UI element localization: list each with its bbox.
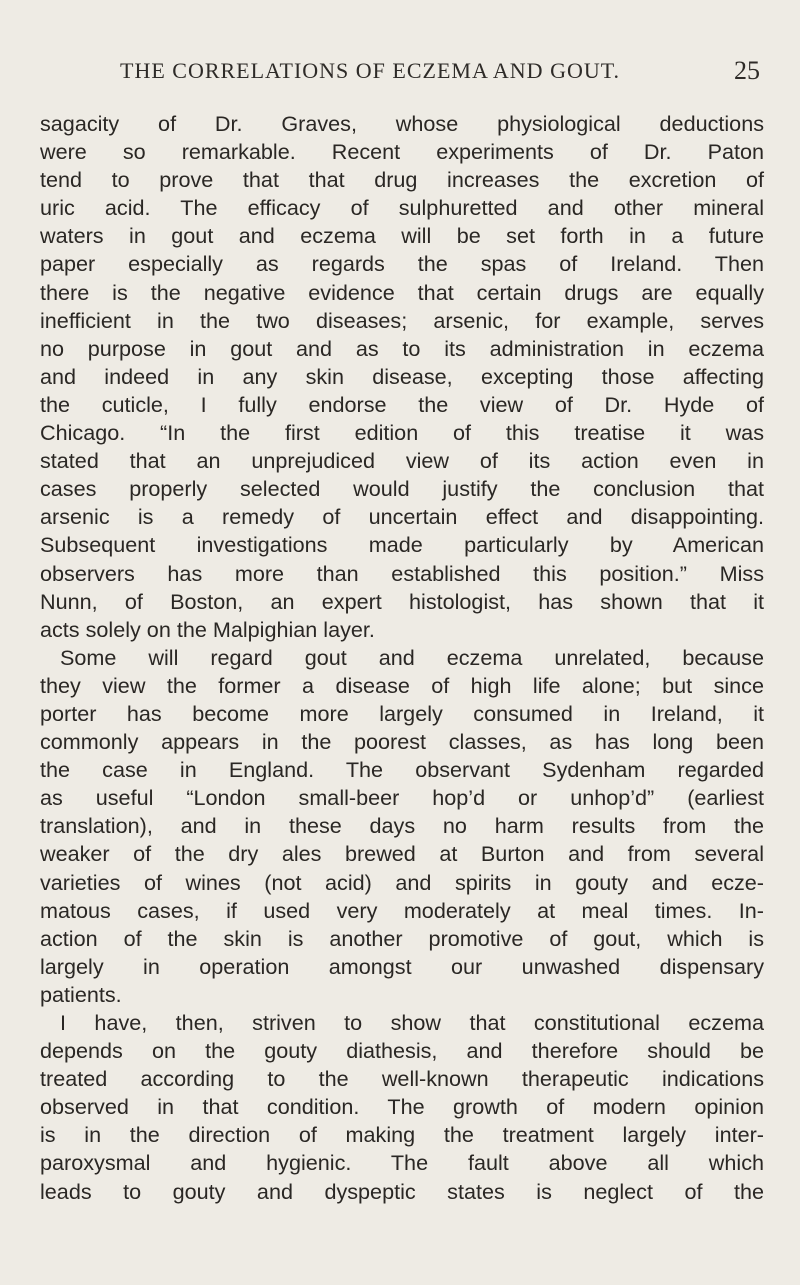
- paragraph-start-line: Some will regard gout and eczema unrelated, because: [60, 644, 764, 670]
- text-line: stated that an unprejudiced view of its action even in: [40, 448, 764, 474]
- text-line: arsenic is a remedy of uncertain effect and disappointing.: [40, 504, 764, 530]
- text-line: translation), and in these days no harm results from the: [40, 813, 764, 839]
- page-number: 25: [734, 56, 760, 85]
- text-line: paroxysmal and hygienic. The fault above all which: [40, 1150, 764, 1176]
- text-line: cases properly selected would justify the conclusion that: [40, 476, 764, 502]
- text-line: inefficient in the two diseases; arsenic, for example, serves: [40, 307, 764, 333]
- body-text: [40, 110, 764, 1206]
- text-line: depends on the gouty diathesis, and therefore should be: [40, 1038, 764, 1064]
- text-line: waters in gout and eczema will be set forth in a future: [40, 223, 764, 249]
- text-line: observed in that condition. The growth of modern opinion: [40, 1094, 764, 1120]
- text-line: Subsequent investigations made particularly by American: [40, 532, 764, 558]
- text-line: largely in operation amongst our unwashed dispensary: [40, 953, 764, 979]
- text-line: sagacity of Dr. Graves, whose physiological deductions: [40, 111, 764, 136]
- text-line: the cuticle, I fully endorse the view of Dr. Hyde of: [40, 391, 764, 417]
- text-line: were so remarkable. Recent experiments of Dr. Paton: [40, 139, 764, 165]
- text-line: weaker of the dry ales brewed at Burton and from several: [40, 841, 764, 867]
- text-line: no purpose in gout and as to its administration in eczema: [40, 335, 764, 361]
- text-line: the case in England. The observant Sydenham regarded: [40, 757, 764, 783]
- text-line: commonly appears in the poorest classes, as has long been: [40, 729, 764, 755]
- running-title: THE CORRELATIONS OF ECZEMA AND GOUT.: [120, 58, 621, 83]
- paragraph-end-line: patients.: [40, 981, 122, 1007]
- text-line: Nunn, of Boston, an expert histologist, has shown that it: [40, 588, 764, 614]
- text-line: they view the former a disease of high life alone; but since: [40, 672, 764, 698]
- text-line: observers has more than established this position.” Miss: [40, 560, 764, 586]
- text-line: Chicago. “In the first edition of this treatise it was: [40, 420, 764, 446]
- text-line: uric acid. The efficacy of sulphuretted and other mineral: [40, 195, 764, 221]
- text-line: porter has become more largely consumed in Ireland, it: [40, 700, 764, 726]
- text-line: treated according to the well-known therapeutic indications: [40, 1066, 764, 1092]
- text-line: and indeed in any skin disease, excepting those affecting: [40, 363, 764, 389]
- paragraph-start-line: I have, then, striven to show that constitutional eczema: [60, 1010, 764, 1035]
- text-line: varieties of wines (not acid) and spirits in gouty and ecze-: [40, 869, 764, 895]
- text-line: action of the skin is another promotive of gout, which is: [40, 925, 764, 951]
- text-line: matous cases, if used very moderately at meal times. In-: [40, 897, 764, 923]
- text-line: as useful “London small-beer hop’d or unhop’d” (earliest: [40, 785, 764, 811]
- paragraph-end-line: acts solely on the Malpighian layer.: [40, 616, 375, 642]
- text-line: there is the negative evidence that certain drugs are equally: [40, 279, 764, 305]
- text-line: tend to prove that that drug increases the excretion of: [40, 167, 764, 193]
- running-header: [120, 58, 760, 94]
- text-line: paper especially as regards the spas of Ireland. Then: [40, 251, 764, 277]
- text-line: leads to gouty and dyspeptic states is neglect of the: [40, 1178, 764, 1204]
- text-line: is in the direction of making the treatment largely inter-: [40, 1122, 764, 1148]
